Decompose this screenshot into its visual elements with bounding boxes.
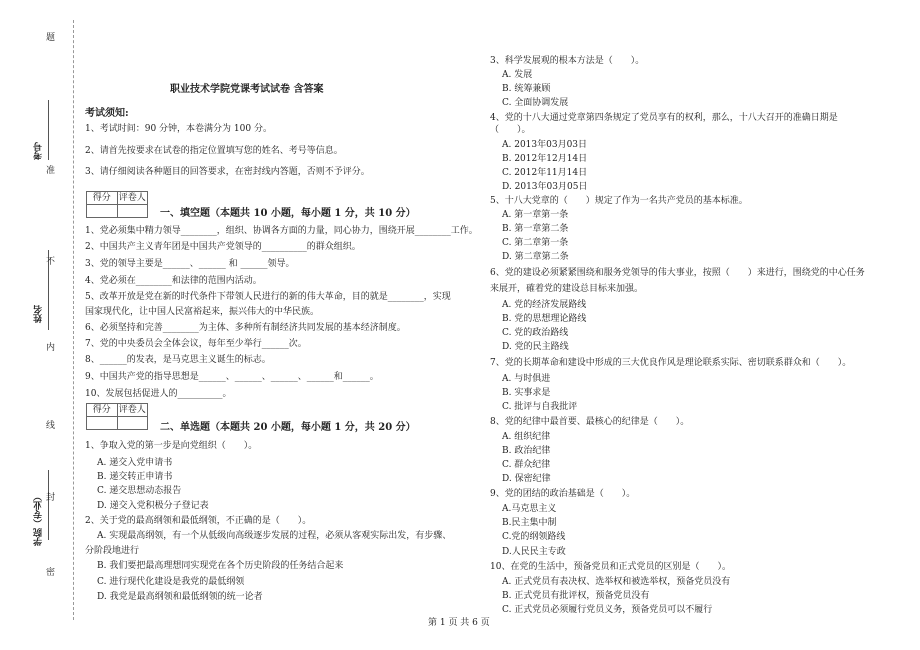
seal-mark-ti: 题 — [44, 32, 54, 41]
question-line: 7、党的中央委员会全体会议，每年至少举行______次。 — [85, 339, 307, 349]
score-box-section1 — [86, 191, 148, 218]
kaohao-underline — [48, 100, 49, 160]
question-line: B. 统筹兼顾 — [502, 84, 551, 94]
question-line: D. 我党是最高纲领和最低纲领的统一论者 — [97, 592, 263, 602]
question-line: 5、改革开放是党在新的时代条件下带领人民进行的新的伟大革命，目的就是________，实现 — [85, 292, 451, 302]
question-line: C. 党的政治路线 — [502, 328, 569, 338]
question-line: 8、______的发表，是马克思主义诞生的标志。 — [85, 355, 271, 365]
seal-mark-mi: 密 — [44, 567, 54, 576]
section1-heading: 一、填空题（本题共 10 小题，每小题 1 分，共 10 分） — [160, 208, 416, 219]
question-line: A. 2013年03月03日 — [502, 140, 588, 150]
grader-cell[interactable] — [117, 205, 148, 217]
question-line: A. 实现最高纲领，有一个从低级向高级逐步发展的过程，必须从客观实际出发，有步骤、 — [97, 531, 452, 541]
note-item: 1、考试时间：90 分钟，本卷满分为 100 分。 — [85, 124, 272, 134]
question-line: C. 递交思想动态报告 — [97, 486, 182, 496]
question-line: 1、争取入党的第一步是向党组织（ ）。 — [85, 441, 258, 451]
question-line: 9、党的团结的政治基础是（ ）。 — [490, 489, 636, 499]
question-line: 6、党的建设必须紧紧围绕和服务党领导的伟大事业，按照（ ）来进行，围绕党的中心任务 — [490, 268, 865, 278]
seal-mark-feng: 封 — [44, 492, 54, 501]
question-line: B. 政治纪律 — [502, 446, 551, 456]
seal-mark-bu: 不 — [44, 256, 54, 265]
page-title: 职业技术学院党课考试试卷 含答案 — [170, 84, 324, 95]
question-line: D. 递交入党积极分子登记表 — [97, 501, 209, 511]
section2-heading: 二、单选题（本题共 20 小题，每小题 1 分，共 20 分） — [160, 422, 416, 433]
question-line: D. 2013年03月05日 — [502, 182, 588, 192]
field-xueyuan-label: 学院（专业） — [34, 492, 44, 546]
score-label: 得分 — [92, 405, 111, 415]
question-line: B.民主集中制 — [502, 518, 557, 528]
question-line: 10、发展包括促进人的__________。 — [85, 389, 232, 399]
question-line: 8、党的纪律中最首要、最核心的纪律是（ ）。 — [490, 417, 690, 427]
question-line: 4、党的十八大通过党章第四条规定了党员享有的权利，那么，十八大召开的准确日期是 — [490, 113, 838, 123]
question-line: 4、党必须在________和法律的范围内活动。 — [85, 276, 262, 286]
question-line: C. 正式党员必须履行党员义务，预备党员可以不履行 — [502, 605, 713, 615]
question-line: 2、关于党的最高纲领和最低纲领，不正确的是（ ）。 — [85, 516, 312, 526]
grader-label: 评卷人 — [117, 404, 148, 416]
score-cell[interactable] — [87, 417, 117, 429]
question-line: 3、党的领导主要是______、______ 和 ______领导。 — [85, 259, 295, 269]
question-line: 分阶段地进行 — [85, 546, 140, 556]
question-line: 5、十八大党章的（ ）规定了作为一名共产党员的基本标准。 — [490, 196, 748, 206]
seal-mark-xian: 线 — [44, 420, 54, 429]
question-line: 1、党必须集中精力领导________，组织、协调各方面的力量，同心协力，围绕开展________工作。 — [85, 226, 478, 236]
score-label: 得分 — [92, 193, 111, 203]
question-line: 3、科学发展观的根本方法是（ ）。 — [490, 56, 645, 66]
question-line: C. 群众纪律 — [502, 460, 551, 470]
question-line: 7、党的长期革命和建设中形成的三大优良作风是理论联系实际、密切联系群众和（ ）。 — [490, 358, 852, 368]
question-line: A. 正式党员有表决权、选举权和被选举权，预备党员没有 — [502, 577, 731, 587]
question-line: 9、中国共产党的指导思想是______、______、______、______和______。 — [85, 372, 379, 382]
question-line: A. 递交入党申请书 — [97, 458, 173, 468]
question-line: C.党的纲领路线 — [502, 532, 566, 542]
seal-mark-nei: 内 — [44, 342, 54, 351]
binding-dashed-line — [73, 20, 74, 620]
question-line: B. 第一章第二条 — [502, 224, 569, 234]
question-line: A. 第一章第一条 — [502, 210, 569, 220]
question-line: 2、中国共产主义青年团是中国共产党领导的__________的群众组织。 — [85, 242, 361, 252]
question-line: C. 第二章第一条 — [502, 238, 569, 248]
xueyuan-underline — [48, 470, 49, 540]
seal-mark-zhun: 准 — [44, 165, 54, 174]
question-line: B. 党的思想理论路线 — [502, 314, 587, 324]
note-item: 2、请首先按要求在试卷的指定位置填写您的姓名、考号等信息。 — [85, 146, 343, 156]
question-line: C. 批评与自我批评 — [502, 402, 578, 412]
grader-cell[interactable] — [117, 417, 148, 429]
note-item: 3、请仔细阅读各种题目的回答要求，在密封线内答题，否则不予评分。 — [85, 167, 370, 177]
field-xingming-label: 姓名 — [34, 305, 44, 323]
question-line: （ ）。 — [490, 125, 531, 135]
page-footer: 第 1 页 共 6 页 — [428, 618, 490, 628]
question-line: 10、在党的生活中，预备党员和正式党员的区别是（ ）。 — [490, 562, 731, 572]
question-line: 6、必须坚持和完善________为主体、多种所有制经济共同发展的基本经济制度。 — [85, 323, 406, 333]
question-line: B. 递交转正申请书 — [97, 472, 173, 482]
question-line: A. 发展 — [502, 70, 533, 80]
question-line: B. 正式党员有批评权，预备党员没有 — [502, 591, 650, 601]
grader-label: 评卷人 — [117, 192, 148, 204]
question-line: C. 全面协调发展 — [502, 98, 569, 108]
question-line: B. 实事求是 — [502, 388, 551, 398]
question-line: A. 组织纪律 — [502, 432, 551, 442]
question-line: C. 2012年11月14日 — [502, 168, 588, 178]
question-line: D. 保密纪律 — [502, 474, 551, 484]
question-line: A. 与时俱进 — [502, 374, 551, 384]
question-line: B. 2012年12月14日 — [502, 154, 588, 164]
score-box-section2 — [86, 403, 148, 430]
question-line: D. 党的民主路线 — [502, 342, 569, 352]
question-line: A. 党的经济发展路线 — [502, 300, 587, 310]
question-line: 来展开，確着党的建设总目标来加强。 — [490, 284, 644, 294]
question-line: 国家现代化，让中国人民富裕起来，振兴伟大的中华民族。 — [85, 307, 320, 317]
question-line: D. 第二章第二条 — [502, 252, 569, 262]
question-line: C. 进行现代化建设是我党的最低纲领 — [97, 577, 245, 587]
score-cell[interactable] — [87, 205, 117, 217]
question-line: D.人民民主专政 — [502, 547, 566, 557]
field-kaohao-label: 考号 — [34, 142, 44, 160]
question-line: B. 我们要把最高理想同实现党在各个历史阶段的任务结合起来 — [97, 561, 344, 571]
question-line: A.马克思主义 — [502, 504, 557, 514]
notes-heading: 考试须知: — [85, 108, 129, 119]
